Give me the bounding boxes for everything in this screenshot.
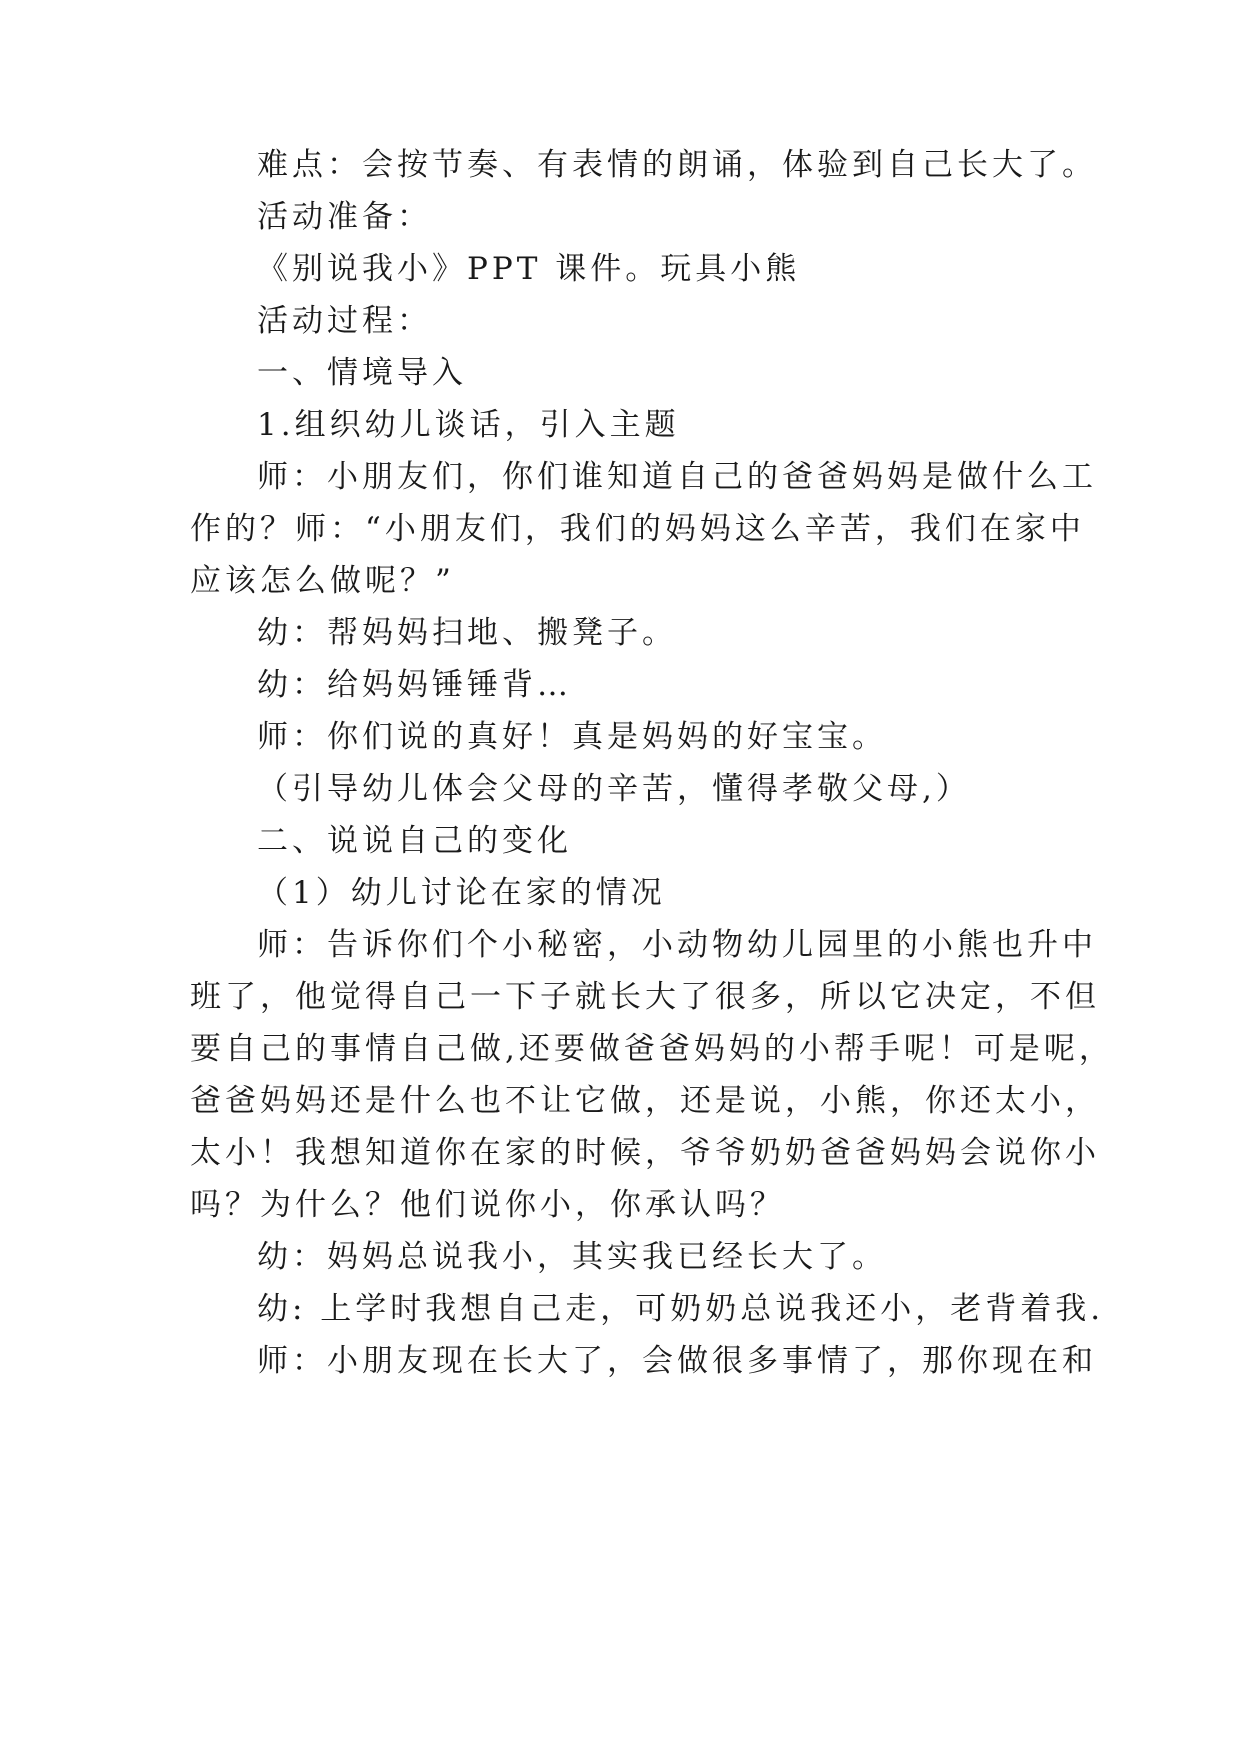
- heading-section-one: 一、情境导入: [257, 355, 467, 391]
- paragraph-line: 师：小朋友们，你们谁知道自己的爸爸妈妈是做什么工: [257, 459, 1097, 495]
- paragraph-line: 爸爸妈妈还是什么也不让它做，还是说，小熊，你还太小，: [190, 1083, 1100, 1119]
- heading-activity-preparation: 活动准备：: [257, 199, 432, 235]
- heading-step-one: 1.组织幼儿谈话，引入主题: [257, 407, 680, 443]
- heading-section-two: 二、说说自己的变化: [257, 823, 572, 859]
- paragraph-line: 师：告诉你们个小秘密，小动物幼儿园里的小熊也升中: [257, 927, 1097, 963]
- paragraph-line: 幼: 上学时我想自己走，可奶奶总说我还小，老背着我.: [257, 1291, 1105, 1327]
- heading-subsection-one: （1）幼儿讨论在家的情况: [257, 875, 666, 911]
- paragraph-line: 师：你们说的真好！真是妈妈的好宝宝。: [257, 719, 887, 755]
- heading-activity-process: 活动过程：: [257, 303, 432, 339]
- paragraph-line: 师：小朋友现在长大了，会做很多事情了，那你现在和: [257, 1343, 1097, 1379]
- paragraph-line: 幼：帮妈妈扫地、搬凳子。: [257, 615, 677, 651]
- paragraph-line: 吗？为什么？他们说你小，你承认吗？: [190, 1187, 785, 1223]
- paragraph-line: 太小！我想知道你在家的时候，爷爷奶奶爸爸妈妈会说你小: [190, 1135, 1100, 1171]
- paragraph-line-note: （引导幼儿体会父母的辛苦，懂得孝敬父母,）: [257, 771, 971, 807]
- paragraph-line: 班了，他觉得自己一下子就长大了很多，所以它决定，不但: [190, 979, 1100, 1015]
- paragraph-line: 应该怎么做呢？”: [190, 563, 455, 599]
- paragraph-line: 幼：妈妈总说我小，其实我已经长大了。: [257, 1239, 887, 1275]
- paragraph-line: 幼：给妈妈锤锤背…: [257, 667, 572, 703]
- paragraph-line: 作的？师：“小朋友们，我们的妈妈这么辛苦，我们在家中: [190, 511, 1085, 547]
- text-line-materials: 《别说我小》PPT 课件。玩具小熊: [257, 251, 801, 287]
- text-line-difficulty: 难点：会按节奏、有表情的朗诵，体验到自己长大了。: [257, 147, 1097, 183]
- paragraph-line: 要自己的事情自己做,还要做爸爸妈妈的小帮手呢！可是呢，: [190, 1031, 1114, 1067]
